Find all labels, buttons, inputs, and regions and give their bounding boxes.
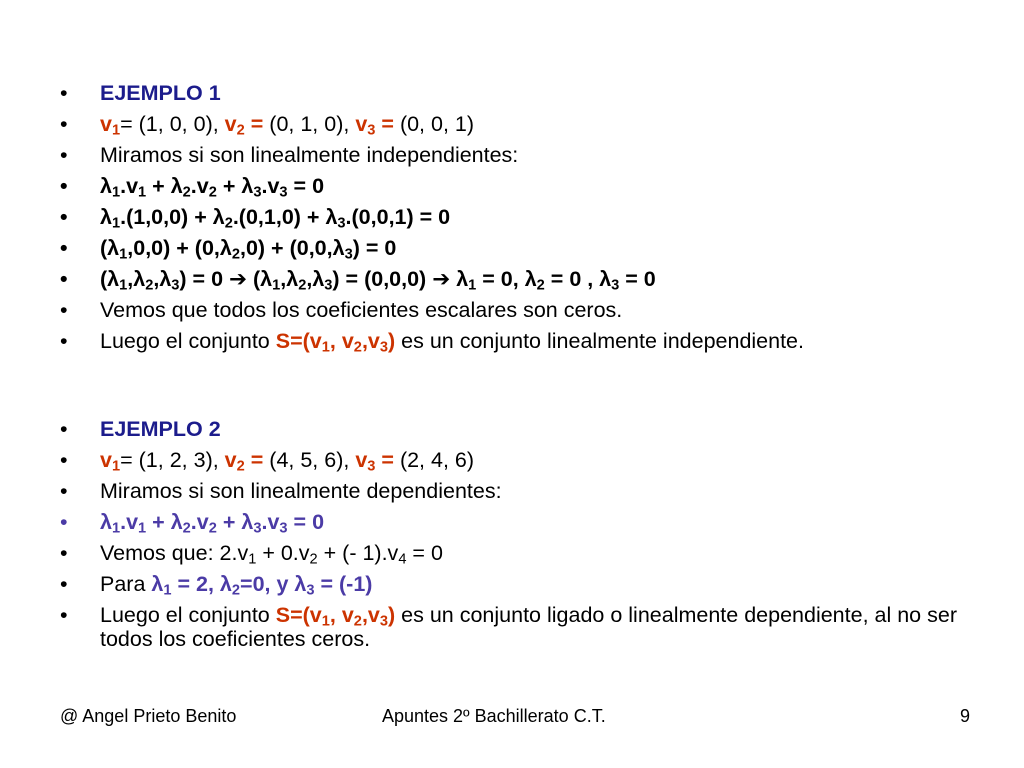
eq-part: = 0 — [619, 267, 656, 291]
bullet-icon: • — [60, 603, 68, 627]
arrow-right-icon: ➔ — [432, 267, 451, 291]
conclusion-post: es un conjunto linealmente independiente. — [395, 329, 804, 353]
eq-part: .v — [120, 174, 139, 198]
vemos-sub: 2 — [309, 551, 318, 568]
set-sub: 2 — [353, 339, 362, 356]
v2-sub: 2 — [236, 458, 245, 475]
v3-name: v — [355, 112, 368, 136]
bullet-icon: • — [60, 112, 68, 136]
eq-sub: 3 — [279, 184, 288, 201]
eq-sub: 1 — [272, 277, 281, 294]
list-item-ex2-vemos — [60, 538, 1000, 569]
set-part: , v — [329, 603, 354, 627]
bullet-icon: • — [60, 329, 68, 353]
eq-sub: 1 — [111, 520, 121, 537]
v2-value: (4, 5, 6), — [263, 448, 356, 472]
v1-name: v — [100, 448, 112, 472]
eq-part: + λ — [216, 510, 254, 534]
eq-sub: 3 — [611, 277, 620, 294]
list-item-ex2-title — [60, 414, 1000, 445]
vemos-part: + 0.v — [256, 541, 310, 565]
v2-eq: = — [244, 112, 264, 136]
eq-sub: 3 — [253, 520, 262, 537]
eq-part: + λ — [146, 510, 183, 534]
page-number: 9 — [959, 706, 970, 726]
para-part: λ — [151, 572, 164, 596]
list-item-ex1-scalars — [60, 295, 1000, 326]
eq-part: (λ — [247, 267, 273, 291]
eq-part: ,λ — [306, 267, 325, 291]
footer-course: Apuntes 2º Bachillerato C.T. — [382, 706, 606, 726]
set-sub: 3 — [379, 339, 389, 356]
eq-sub: 2 — [182, 520, 191, 537]
bullet-icon: • — [60, 174, 68, 198]
v3-sub: 3 — [367, 458, 376, 475]
eq-sub: 3 — [171, 277, 180, 294]
set-part: ,v — [361, 329, 380, 353]
list-item-ex1-eq4 — [60, 264, 1000, 295]
eq-part: + λ — [216, 174, 254, 198]
eq-part: .v — [120, 510, 139, 534]
conclusion-pre: Luego el conjunto — [100, 329, 276, 353]
list-item-ex1-eq2 — [60, 202, 1000, 233]
para-pre: Para — [100, 572, 152, 596]
eq-sub: 1 — [119, 246, 128, 263]
set-sub: 3 — [379, 613, 389, 630]
list-item-ex2-para — [60, 569, 1000, 600]
para-sub: 3 — [306, 582, 315, 599]
bullet-icon: • — [60, 298, 68, 322]
para-part: = 2, λ — [171, 572, 232, 596]
eq-part: λ — [100, 174, 112, 198]
list-item-ex1-title — [60, 78, 1000, 109]
eq-sub: 2 — [224, 215, 233, 232]
set-part: , v — [329, 329, 354, 353]
footer-author: @ Angel Prieto Benito — [60, 706, 237, 726]
arrow-right-icon: ➔ — [229, 267, 248, 291]
v1-name: v — [100, 112, 112, 136]
v3-eq: = — [375, 112, 394, 136]
eq-part: ,0) + (0,0,λ — [239, 236, 345, 260]
footer — [60, 706, 970, 732]
example-title: EJEMPLO 1 — [100, 81, 221, 105]
eq-part: = 0 — [287, 174, 325, 198]
eq-sub: 2 — [182, 184, 191, 201]
vemos-part: Vemos que: 2.v — [100, 541, 249, 565]
eq-part: .v — [261, 510, 280, 534]
bullet-icon: • — [60, 541, 68, 565]
v3-value: (2, 4, 6) — [393, 448, 475, 472]
eq-part: ,λ — [127, 267, 146, 291]
eq-part: ,0,0) + (0,λ — [127, 236, 232, 260]
eq-sub: 2 — [145, 277, 154, 294]
eq-part: = 0 , λ — [544, 267, 612, 291]
eq-part: ,λ — [153, 267, 172, 291]
vemos-sub: 4 — [398, 551, 407, 568]
eq-part: (λ — [100, 236, 120, 260]
list-item-ex1-vectors — [60, 109, 1000, 140]
eq-sub: 1 — [119, 277, 128, 294]
bullet-icon: • — [60, 236, 68, 260]
v1-value: = (1, 2, 3), — [120, 448, 225, 472]
eq-sub: 1 — [111, 215, 121, 232]
eq-sub: 2 — [231, 246, 240, 263]
v3-name: v — [355, 448, 368, 472]
bullet-icon: • — [60, 448, 68, 472]
para-sub: 2 — [231, 582, 241, 599]
eq-part: ) = 0 — [352, 236, 397, 260]
set-sub: 1 — [321, 339, 330, 356]
eq-sub: 3 — [279, 520, 288, 537]
eq-part: .(0,0,1) = 0 — [345, 205, 451, 229]
eq-sub: 3 — [344, 246, 353, 263]
eq-part: (λ — [100, 267, 120, 291]
v1-sub: 1 — [111, 122, 121, 139]
list-item-ex1-eq1 — [60, 171, 1000, 202]
bullet-icon: • — [60, 143, 68, 167]
list-item-ex2-conclusion — [60, 600, 1000, 651]
v2-name: v — [224, 448, 237, 472]
bullet-icon: • — [60, 510, 68, 534]
bullet-list — [60, 78, 1000, 651]
v2-eq: = — [244, 448, 264, 472]
eq-part: λ — [450, 267, 469, 291]
set-part: S=(v — [275, 329, 322, 353]
para-part: =0, y λ — [240, 572, 307, 596]
list-item-ex1-eq3 — [60, 233, 1000, 264]
eq-part: .(0,1,0) + λ — [232, 205, 338, 229]
eq-part: = 0 — [287, 510, 325, 534]
eq-sub: 3 — [337, 215, 346, 232]
vemos-part: = 0 — [406, 541, 443, 565]
bullet-icon: • — [60, 572, 68, 596]
v2-sub: 2 — [236, 122, 245, 139]
eq-part: + λ — [146, 174, 183, 198]
eq-part: .v — [261, 174, 280, 198]
v1-value: = (1, 0, 0), — [120, 112, 225, 136]
para-part: = (-1) — [314, 572, 373, 596]
v3-sub: 3 — [367, 122, 376, 139]
vemos-part: + (- 1).v — [317, 541, 399, 565]
list-item-ex1-conclusion — [60, 326, 1000, 357]
list-item-ex1-check — [60, 140, 1000, 171]
check-text: Miramos si son linealmente dependientes: — [100, 479, 502, 503]
eq-sub: 2 — [208, 520, 217, 537]
conclusion-post: es un conjunto ligado o linealmente dependiente, al no ser todos los coeficientes ceros. — [100, 603, 957, 651]
bullet-icon: • — [60, 417, 68, 441]
eq-sub: 2 — [536, 277, 545, 294]
vemos-sub: 1 — [248, 551, 257, 568]
eq-part: = 0, λ — [476, 267, 537, 291]
eq-part: .v — [190, 510, 209, 534]
eq-part: ,λ — [280, 267, 299, 291]
eq-sub: 1 — [138, 520, 147, 537]
example-title: EJEMPLO 2 — [100, 417, 221, 441]
v3-value: (0, 0, 1) — [393, 112, 475, 136]
set-part: ,v — [361, 603, 380, 627]
v2-name: v — [224, 112, 237, 136]
bullet-icon: • — [60, 479, 68, 503]
set-part: ) — [388, 329, 396, 353]
eq-part: λ — [100, 510, 112, 534]
eq-part: .(1,0,0) + λ — [120, 205, 225, 229]
set-part: S=(v — [275, 603, 322, 627]
eq-part: .v — [190, 174, 209, 198]
v2-value: (0, 1, 0), — [263, 112, 356, 136]
eq-sub: 2 — [208, 184, 217, 201]
section-gap — [60, 357, 1000, 414]
conclusion-pre: Luego el conjunto — [100, 603, 276, 627]
eq-sub: 1 — [111, 184, 121, 201]
v1-sub: 1 — [111, 458, 121, 475]
bullet-icon: • — [60, 205, 68, 229]
bullet-icon: • — [60, 81, 68, 105]
eq-part: λ — [100, 205, 112, 229]
list-item-ex2-check — [60, 476, 1000, 507]
set-sub: 2 — [353, 613, 362, 630]
scalars-text: Vemos que todos los coeficientes escalares son ceros. — [100, 298, 623, 322]
eq-sub: 3 — [324, 277, 333, 294]
list-item-ex2-vectors — [60, 445, 1000, 476]
set-sub: 1 — [321, 613, 330, 630]
set-part: ) — [388, 603, 396, 627]
bullet-icon: • — [60, 267, 68, 291]
para-sub: 1 — [163, 582, 172, 599]
v3-eq: = — [375, 448, 394, 472]
check-text: Miramos si son linealmente independientes: — [100, 143, 519, 167]
list-item-ex2-eq1 — [60, 507, 1000, 538]
eq-sub: 2 — [298, 277, 307, 294]
eq-part: ) = 0 — [179, 267, 230, 291]
eq-part: ) = (0,0,0) — [332, 267, 433, 291]
eq-sub: 1 — [138, 184, 147, 201]
eq-sub: 1 — [468, 277, 477, 294]
eq-sub: 3 — [253, 184, 262, 201]
